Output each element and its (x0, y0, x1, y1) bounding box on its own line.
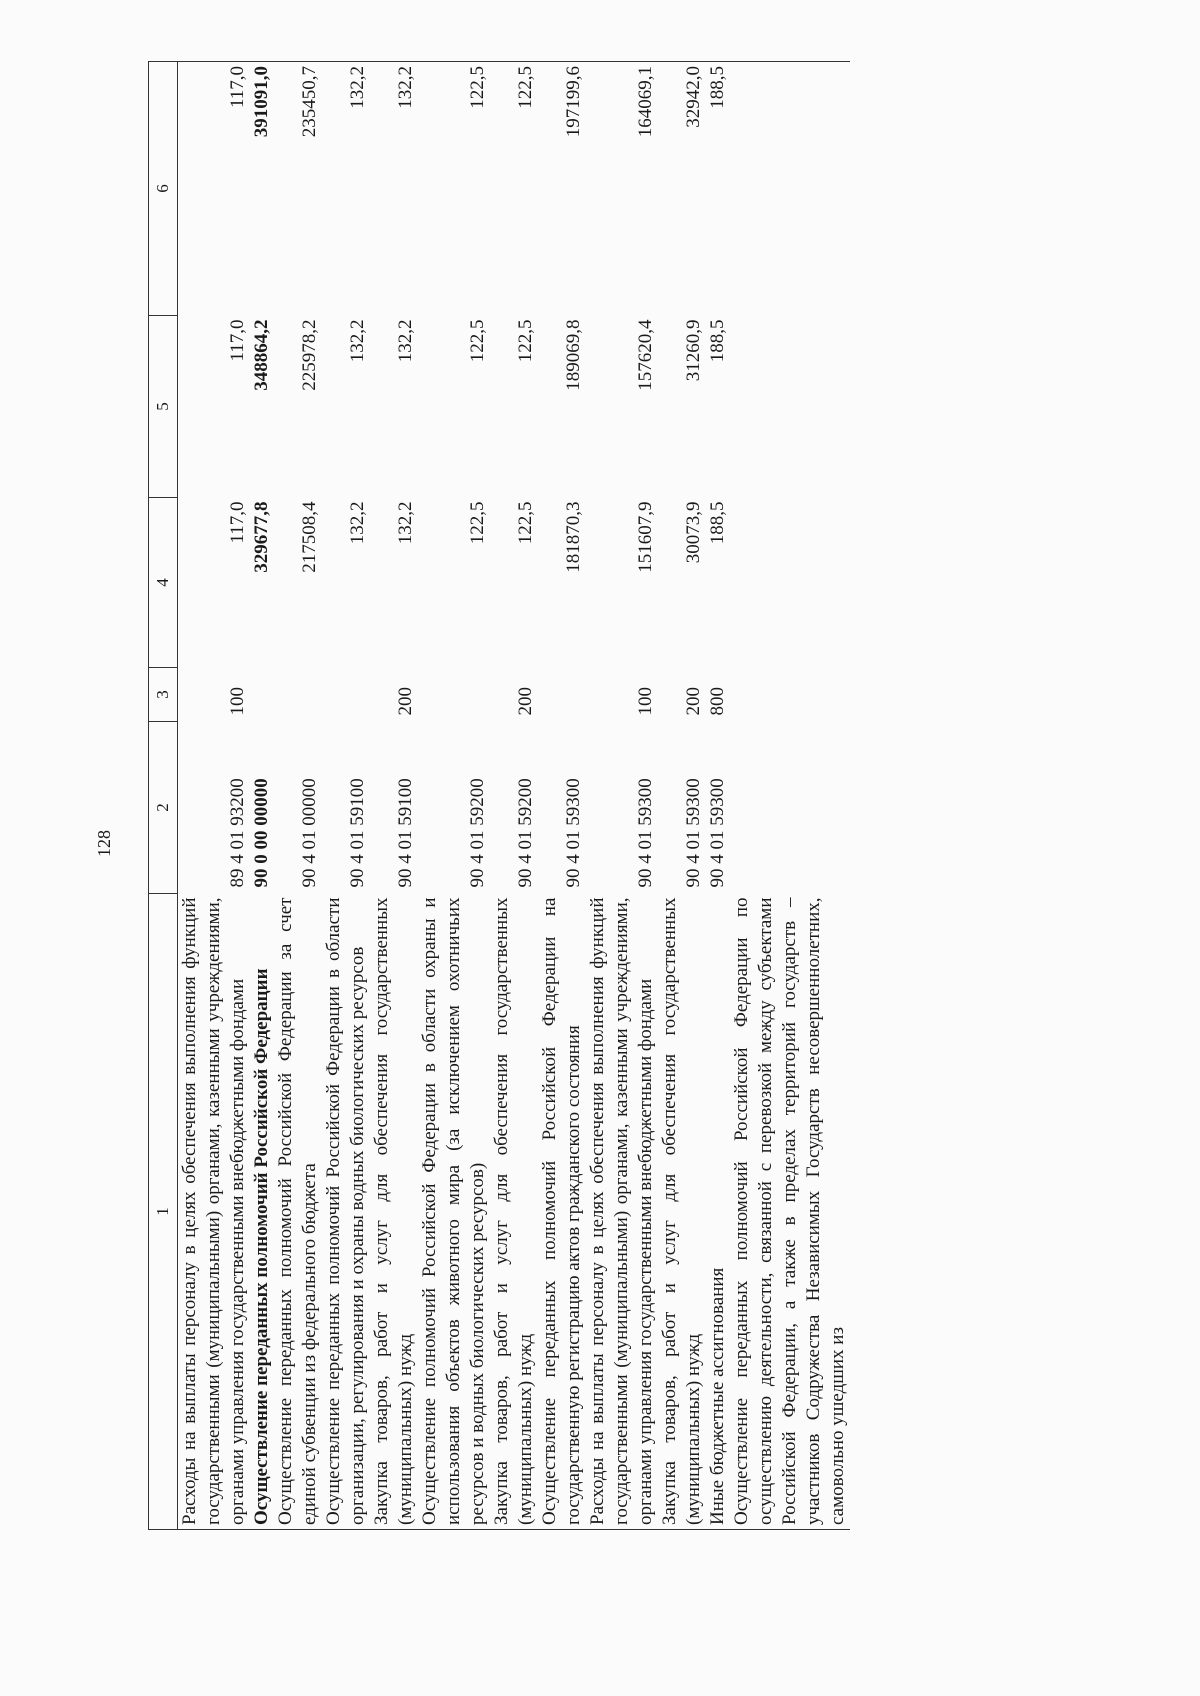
row-expense-type (250, 668, 274, 722)
row-target-code: 90 4 01 59100 (395, 778, 416, 888)
table-row (322, 62, 370, 1530)
row-value-col-5: 132,2 (395, 319, 416, 363)
row-value-col-4: 151607,9 (635, 501, 656, 573)
table-row (538, 62, 586, 1530)
row-value-col-6: 32942,0 (658, 62, 706, 316)
row-value-col-5: 132,2 (347, 319, 368, 363)
row-value-col-5: 122,5 (515, 319, 536, 363)
row-value-col-4: 30073,9 (683, 501, 704, 564)
row-value-col-4: 122,5 (515, 501, 536, 545)
header-col-4: 4 (149, 498, 178, 668)
row-value-col-6: 391091,0 (250, 62, 274, 316)
row-value-col-6: 235450,7 (274, 62, 322, 316)
row-target-code: 90 4 01 59300 (635, 778, 656, 888)
row-value-col-4: 132,2 (395, 501, 416, 545)
row-target-code: 90 4 01 00000 (299, 778, 320, 888)
row-value-col-4: 122,5 (467, 501, 488, 545)
row-expense-type (730, 668, 850, 722)
row-target-code: 90 0 00 00000 (251, 778, 272, 888)
row-target-code: 89 4 01 93200 (227, 778, 248, 888)
row-description: Осуществление переданных полномочий Российской Федерации за счет единой субвенции из федерального бюджета (274, 894, 322, 1530)
row-value-col-6: 132,2 (370, 62, 418, 316)
row-description: Расходы на выплаты персоналу в целях обеспечения выполнения функций государственными (муниципальными) органами, казенными учреждениями, органами управления государственными внебюджетными фондами (178, 894, 251, 1530)
row-description: Осуществление полномочий Российской Федерации в области охраны и использования объектов животного мира (за исключением охотничьих ресурсов и водных биологических ресурсов) (418, 894, 490, 1530)
row-value-col-4: 117,0 (227, 501, 248, 544)
row-value-col-4: 132,2 (347, 501, 368, 545)
row-description: Иные бюджетные ассигнования (706, 894, 730, 1530)
table-row (274, 62, 322, 1530)
row-target-code: 90 4 01 59100 (347, 778, 368, 888)
row-description: Осуществление переданных полномочий Российской Федерации на государственную регистрацию актов гражданского состояния (538, 894, 586, 1530)
row-expense-type (418, 668, 490, 722)
header-col-3: 3 (149, 668, 178, 722)
row-expense-type: 100 (635, 687, 656, 716)
rotated-table-wrapper (148, 62, 1088, 1530)
row-value-col-5: 117,0 (227, 319, 248, 362)
header-col-5: 5 (149, 316, 178, 498)
row-target-code: 90 4 01 59200 (467, 778, 488, 888)
row-target-code: 90 4 01 59300 (563, 778, 584, 888)
row-value-col-5: 31260,9 (683, 319, 704, 382)
table-row (706, 62, 730, 1530)
budget-table (148, 61, 850, 1530)
row-description: Закупка товаров, работ и услуг для обеспечения государственных (муниципальных) нужд (370, 894, 418, 1530)
row-expense-type (322, 668, 370, 722)
table-header (149, 62, 178, 1530)
row-expense-type: 200 (515, 687, 536, 716)
table-row (370, 62, 418, 1530)
row-expense-type: 200 (395, 687, 416, 716)
row-value-col-4: 329677,8 (251, 501, 272, 573)
row-expense-type (274, 668, 322, 722)
row-description: Расходы на выплаты персоналу в целях обеспечения выполнения функций государственными (муниципальными) органами, казенными учреждениями, органами управления государственными внебюджетными фондами (586, 894, 658, 1530)
row-target-code: 90 4 01 59300 (683, 778, 704, 888)
row-description: Закупка товаров, работ и услуг для обеспечения государственных (муниципальных) нужд (658, 894, 706, 1530)
row-value-col-4 (730, 498, 850, 668)
row-value-col-5 (730, 316, 850, 498)
table-row (418, 62, 490, 1530)
row-value-col-5: 157620,4 (635, 319, 656, 391)
row-value-col-6: 117,0 (178, 62, 251, 316)
row-value-col-6: 164069,1 (586, 62, 658, 316)
row-description: Закупка товаров, работ и услуг для обеспечения государственных (муниципальных) нужд (490, 894, 538, 1530)
row-value-col-5: 122,5 (467, 319, 488, 363)
row-value-col-6 (730, 62, 850, 316)
table-body (178, 62, 851, 1530)
row-value-col-4: 181870,3 (563, 501, 584, 573)
table-row (730, 62, 850, 1530)
row-target-code (730, 722, 850, 894)
row-expense-type: 800 (707, 687, 728, 716)
row-description: Осуществление переданных полномочий Российской Федерации по осуществлению деятельности, связанной с перевозкой между субъектами Российской Федерации, а также в пределах территорий государств – участников Содружества Независимых Государств несовершеннолетних, самовольно ушедших из (730, 894, 850, 1530)
row-value-col-6: 122,5 (490, 62, 538, 316)
table-row (178, 62, 251, 1530)
header-col-1: 1 (149, 894, 178, 1530)
row-value-col-5: 225978,2 (299, 319, 320, 391)
row-value-col-4: 188,5 (707, 501, 728, 545)
row-value-col-4: 217508,4 (299, 501, 320, 573)
page-number: 128 (94, 830, 114, 857)
row-value-col-6: 197199,6 (538, 62, 586, 316)
row-expense-type: 100 (227, 687, 248, 716)
row-description: Осуществление переданных полномочий Российской Федерации в области организации, регулирования и охраны водных биологических ресурсов (322, 894, 370, 1530)
table-row (658, 62, 706, 1530)
row-expense-type: 200 (683, 687, 704, 716)
table-row (250, 62, 274, 1530)
row-target-code: 90 4 01 59200 (515, 778, 536, 888)
header-col-2: 2 (149, 722, 178, 894)
row-value-col-6: 122,5 (418, 62, 490, 316)
row-expense-type (538, 668, 586, 722)
header-col-6: 6 (149, 62, 178, 316)
row-value-col-6: 188,5 (706, 62, 730, 316)
header-row (149, 62, 178, 1530)
row-description: Осуществление переданных полномочий Российской Федерации (250, 894, 274, 1530)
row-target-code: 90 4 01 59300 (707, 778, 728, 888)
row-value-col-5: 189069,8 (563, 319, 584, 391)
row-value-col-5: 188,5 (707, 319, 728, 363)
table-row (490, 62, 538, 1530)
table-row (586, 62, 658, 1530)
row-value-col-5: 348864,2 (251, 319, 272, 391)
row-value-col-6: 132,2 (322, 62, 370, 316)
